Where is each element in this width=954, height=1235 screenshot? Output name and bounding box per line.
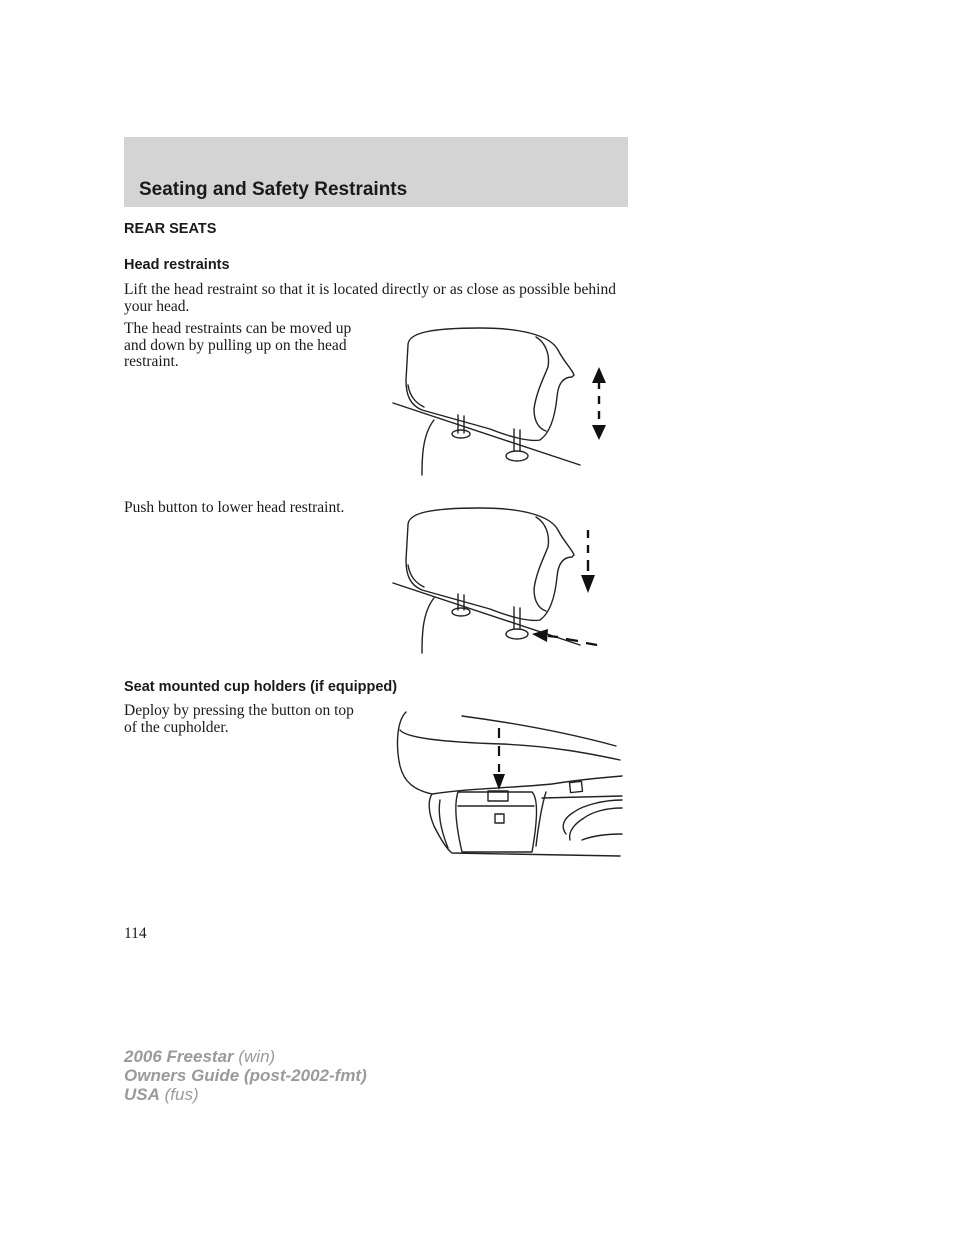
document-footer (124, 1047, 367, 1104)
paragraph-head-restraint-intro: Lift the head restraint so that it is located directly or as close as possible behind your head. (124, 281, 616, 315)
footer-guide-format: Owners Guide (post-2002-fmt) (124, 1066, 367, 1085)
paragraph-head-restraint-adjust: The head restraints can be moved up and down by pulling up on the head restraint. (124, 320, 352, 370)
head-restraint-lower-illustration (390, 505, 620, 657)
footer-market-code: (fus) (159, 1085, 199, 1104)
section-heading-rear-seats: REAR SEATS (124, 221, 217, 237)
footer-market: USA (124, 1085, 160, 1104)
paragraph-cup-holders: Deploy by pressing the button on top of the cupholder. (124, 702, 354, 736)
cup-holder-icon (392, 708, 624, 858)
section-header-band (124, 137, 628, 207)
head-restraint-up-down-icon (390, 325, 620, 480)
footer-line-model (124, 1047, 367, 1066)
page-number: 114 (124, 925, 147, 942)
paragraph-lower-head-restraint: Push button to lower head restraint. (124, 499, 345, 516)
head-restraint-lower-icon (390, 505, 620, 657)
head-restraint-adjust-illustration (390, 325, 620, 480)
cup-holder-illustration (392, 708, 624, 858)
footer-line-market (124, 1085, 367, 1104)
subheading-head-restraints: Head restraints (124, 257, 230, 273)
page-title: Seating and Safety Restraints (139, 179, 408, 200)
subheading-cup-holders: Seat mounted cup holders (if equipped) (124, 679, 398, 695)
footer-model-code: (win) (233, 1047, 276, 1066)
footer-model: 2006 Freestar (124, 1047, 234, 1066)
